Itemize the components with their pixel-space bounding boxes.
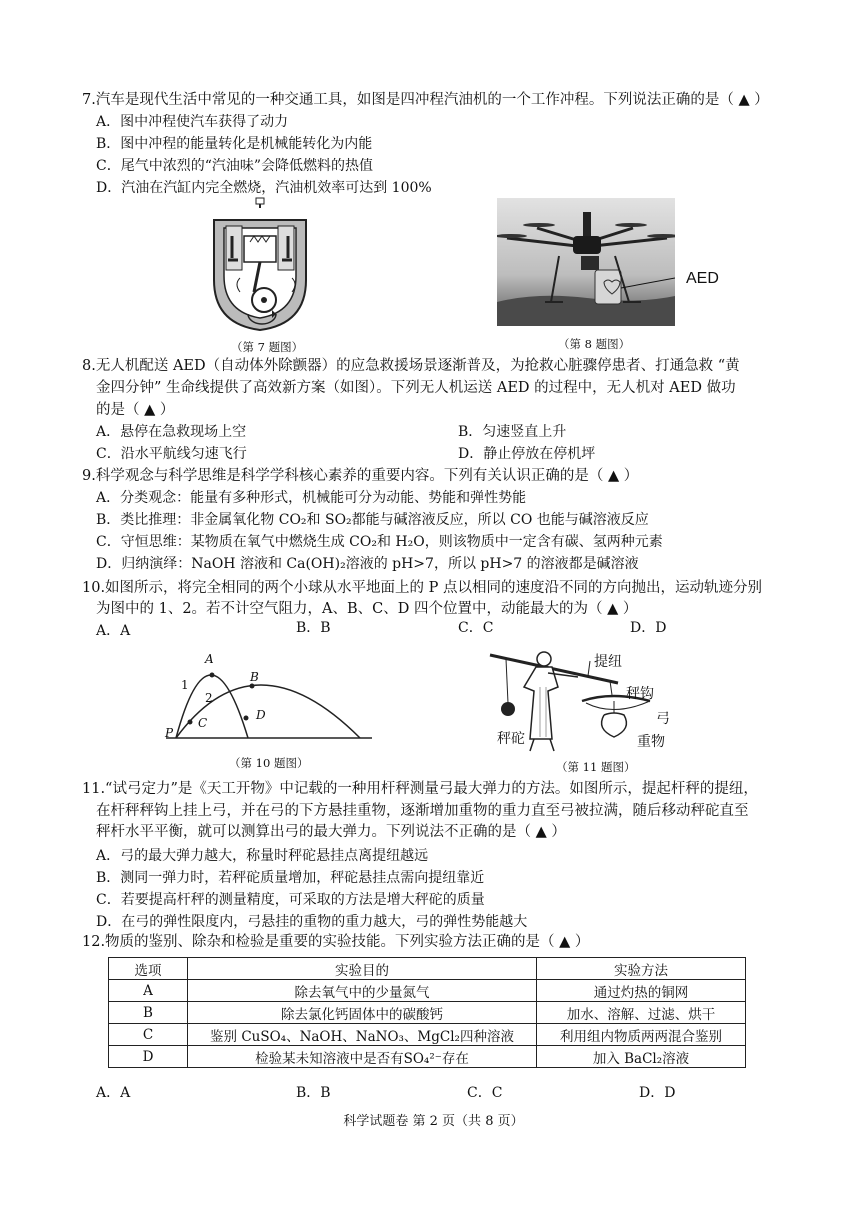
q8-figure-caption: （第 8 题图） [558, 337, 631, 351]
q8-option-c: C．沿水平航线匀速飞行 [96, 446, 247, 462]
table-cell: 加水、溶解、过滤、烘干 [537, 1002, 746, 1024]
q8-option-a: A．悬停在急救现场上空 [96, 424, 247, 440]
q7-option-c: C．尾气中浓烈的“汽油味”会降低燃料的热值 [96, 158, 374, 174]
q12-option-a: A．A [96, 1085, 131, 1101]
q11-option-c: C．若要提高杆秤的测量精度，可采取的方法是增大秤砣的质量 [96, 892, 485, 908]
q9-option-b: B．类比推理：非金属氧化物 CO₂和 SO₂都能与碱溶液反应，所以 CO 也能与碱溶液反应 [96, 512, 649, 528]
table-cell: 加入 BaCl₂溶液 [537, 1046, 746, 1068]
q8-stem-line3: 的是（ ▲ ） [96, 402, 175, 418]
q7-figure-caption: （第 7 题图） [231, 340, 304, 354]
table-cell: 除去氯化钙固体中的碳酸钙 [188, 1002, 537, 1024]
q10-label-a: A [205, 652, 214, 666]
table-cell: D [109, 1046, 188, 1068]
q12-experiment-table [108, 957, 746, 1068]
q11-stem-line3: 秤杆水平平衡，就可以测算出弓的最大弹力。下列说法不正确的是（ ▲ ） [96, 824, 566, 840]
q9-option-d: D．归纳演绎：NaOH 溶液和 Ca(OH)₂溶液的 pH>7，所以 pH>7 的溶液都是碱溶液 [96, 556, 639, 572]
q10-figure-caption: （第 10 题图） [229, 756, 309, 770]
table-cell: C [109, 1024, 188, 1046]
q10-stem-line1: 10.如图所示，将完全相同的两个小球从水平地面上的 P 点以相同的速度沿不同的方向抛出，运动轨迹分别 [82, 580, 763, 596]
q11-option-d: D．在弓的弹性限度内，弓悬挂的重物的重力越大，弓的弹性势能越大 [96, 914, 528, 930]
q10-label-1: 1 [181, 678, 189, 692]
table-header-option: 选项 [109, 958, 188, 980]
q8-option-b: B．匀速竖直上升 [458, 424, 567, 440]
q10-label-p: P [165, 726, 174, 740]
q9-option-c: C．守恒思维：某物质在氧气中燃烧生成 CO₂和 H₂O，则该物质中一定含有碳、氢两种元素 [96, 534, 663, 550]
table-header-purpose: 实验目的 [188, 958, 537, 980]
q10-option-a: A．A [96, 623, 131, 639]
q11-option-b: B．测同一弹力时，若秤砣质量增加，秤砣悬挂点需向提纽靠近 [96, 870, 485, 886]
table-row [109, 1046, 746, 1068]
q10-option-c: C．C [458, 620, 494, 636]
table-cell: B [109, 1002, 188, 1024]
q11-stem-line2: 在杆秤秤钩上挂上弓，并在弓的下方悬挂重物，逐渐增加重物的重力直至弓被拉满，随后移动秤砣直至 [96, 803, 749, 819]
table-cell: 鉴别 CuSO₄、NaOH、NaNO₃、MgCl₂四种溶液 [188, 1024, 537, 1046]
page-footer: 科学试题卷 第 2 页（共 8 页） [343, 1114, 524, 1129]
q11-label-chengtuo: 秤砣 [497, 731, 525, 747]
q7-option-b: B．图中冲程的能量转化是机械能转化为内能 [96, 136, 373, 152]
point-b [250, 684, 255, 689]
q11-label-zhongwu: 重物 [637, 734, 665, 750]
table-row [109, 1024, 746, 1046]
table-cell: 除去氧气中的少量氮气 [188, 980, 537, 1002]
q10-label-c: C [198, 716, 208, 730]
q8-option-d: D．静止停放在停机坪 [458, 446, 596, 462]
table-cell: 利用组内物质两两混合鉴别 [537, 1024, 746, 1046]
point-d [244, 716, 249, 721]
q10-label-d: D [256, 708, 266, 722]
trajectory-2 [176, 685, 360, 738]
q10-option-b: B．B [296, 620, 331, 636]
q12-option-b: B．B [296, 1085, 331, 1101]
q12-stem: 12.物质的鉴别、除杂和检验是重要的实验技能。下列实验方法正确的是（ ▲ ） [82, 934, 590, 950]
q11-label-gong: 弓 [656, 711, 670, 727]
table-cell: 通过灼热的铜网 [537, 980, 746, 1002]
q7-option-a: A．图中冲程使汽车获得了动力 [96, 114, 289, 130]
q10-stem-line2: 为图中的 1、2。若不计空气阻力，A、B、C、D 四个位置中，动能最大的为（ ▲ ） [96, 601, 638, 617]
q8-drone-photo [497, 198, 675, 326]
q7-engine-figure [204, 196, 316, 336]
q7-option-d: D．汽油在汽缸内完全燃烧，汽油机效率可达到 100% [96, 180, 432, 196]
point-a [210, 673, 215, 678]
q8-stem-line1: 8.无人机配送 AED（自动体外除颤器）的应急救援场景逐渐普及，为抢救心脏骤停患者、打通急救 “黄 [82, 358, 740, 374]
q11-stem-line1: 11.“试弓定力”是《天工开物》中记载的一种用杆秤测量弓最大弹力的方法。如图所示，提起杆秤的提纽， [82, 781, 758, 797]
q11-figure-caption: （第 11 题图） [556, 760, 636, 774]
table-header-row [109, 958, 746, 980]
table-row [109, 980, 746, 1002]
q11-option-a: A．弓的最大弹力越大，称量时秤砣悬挂点离提纽越远 [96, 848, 429, 864]
table-cell: 检验某未知溶液中是否有SO₄²⁻存在 [188, 1046, 537, 1068]
weight-bag [602, 713, 627, 737]
q10-trajectory-figure [160, 652, 376, 742]
q8-aed-label: AED [686, 270, 719, 287]
q9-stem: 9.科学观念与科学思维是科学学科核心素养的重要内容。下列有关认识正确的是（ ▲ ） [82, 468, 639, 484]
q12-option-d: D．D [639, 1085, 676, 1101]
q12-option-c: C．C [467, 1085, 503, 1101]
q10-option-d: D．D [630, 620, 667, 636]
q9-option-a: A．分类观念：能量有多种形式，机械能可分为动能、势能和弹性势能 [96, 490, 527, 506]
q10-label-2: 2 [205, 691, 213, 705]
q10-label-b: B [250, 670, 259, 684]
table-cell: A [109, 980, 188, 1002]
q8-stem-line2: 金四分钟” 生命线提供了高效新方案（如图）。下列无人机运送 AED 的过程中，无人机对 AED 做功 [96, 380, 736, 396]
point-c [188, 720, 193, 725]
table-header-method: 实验方法 [537, 958, 746, 980]
counterweight [501, 702, 515, 716]
q7-stem: 7.汽车是现代生活中常见的一种交通工具，如图是四冲程汽油机的一个工作冲程。下列说法正确的是（ ▲ ） [82, 92, 769, 108]
table-row [109, 1002, 746, 1024]
q11-label-tiniu: 提纽 [594, 654, 622, 670]
q11-label-chenggou: 秤钩 [626, 686, 654, 702]
